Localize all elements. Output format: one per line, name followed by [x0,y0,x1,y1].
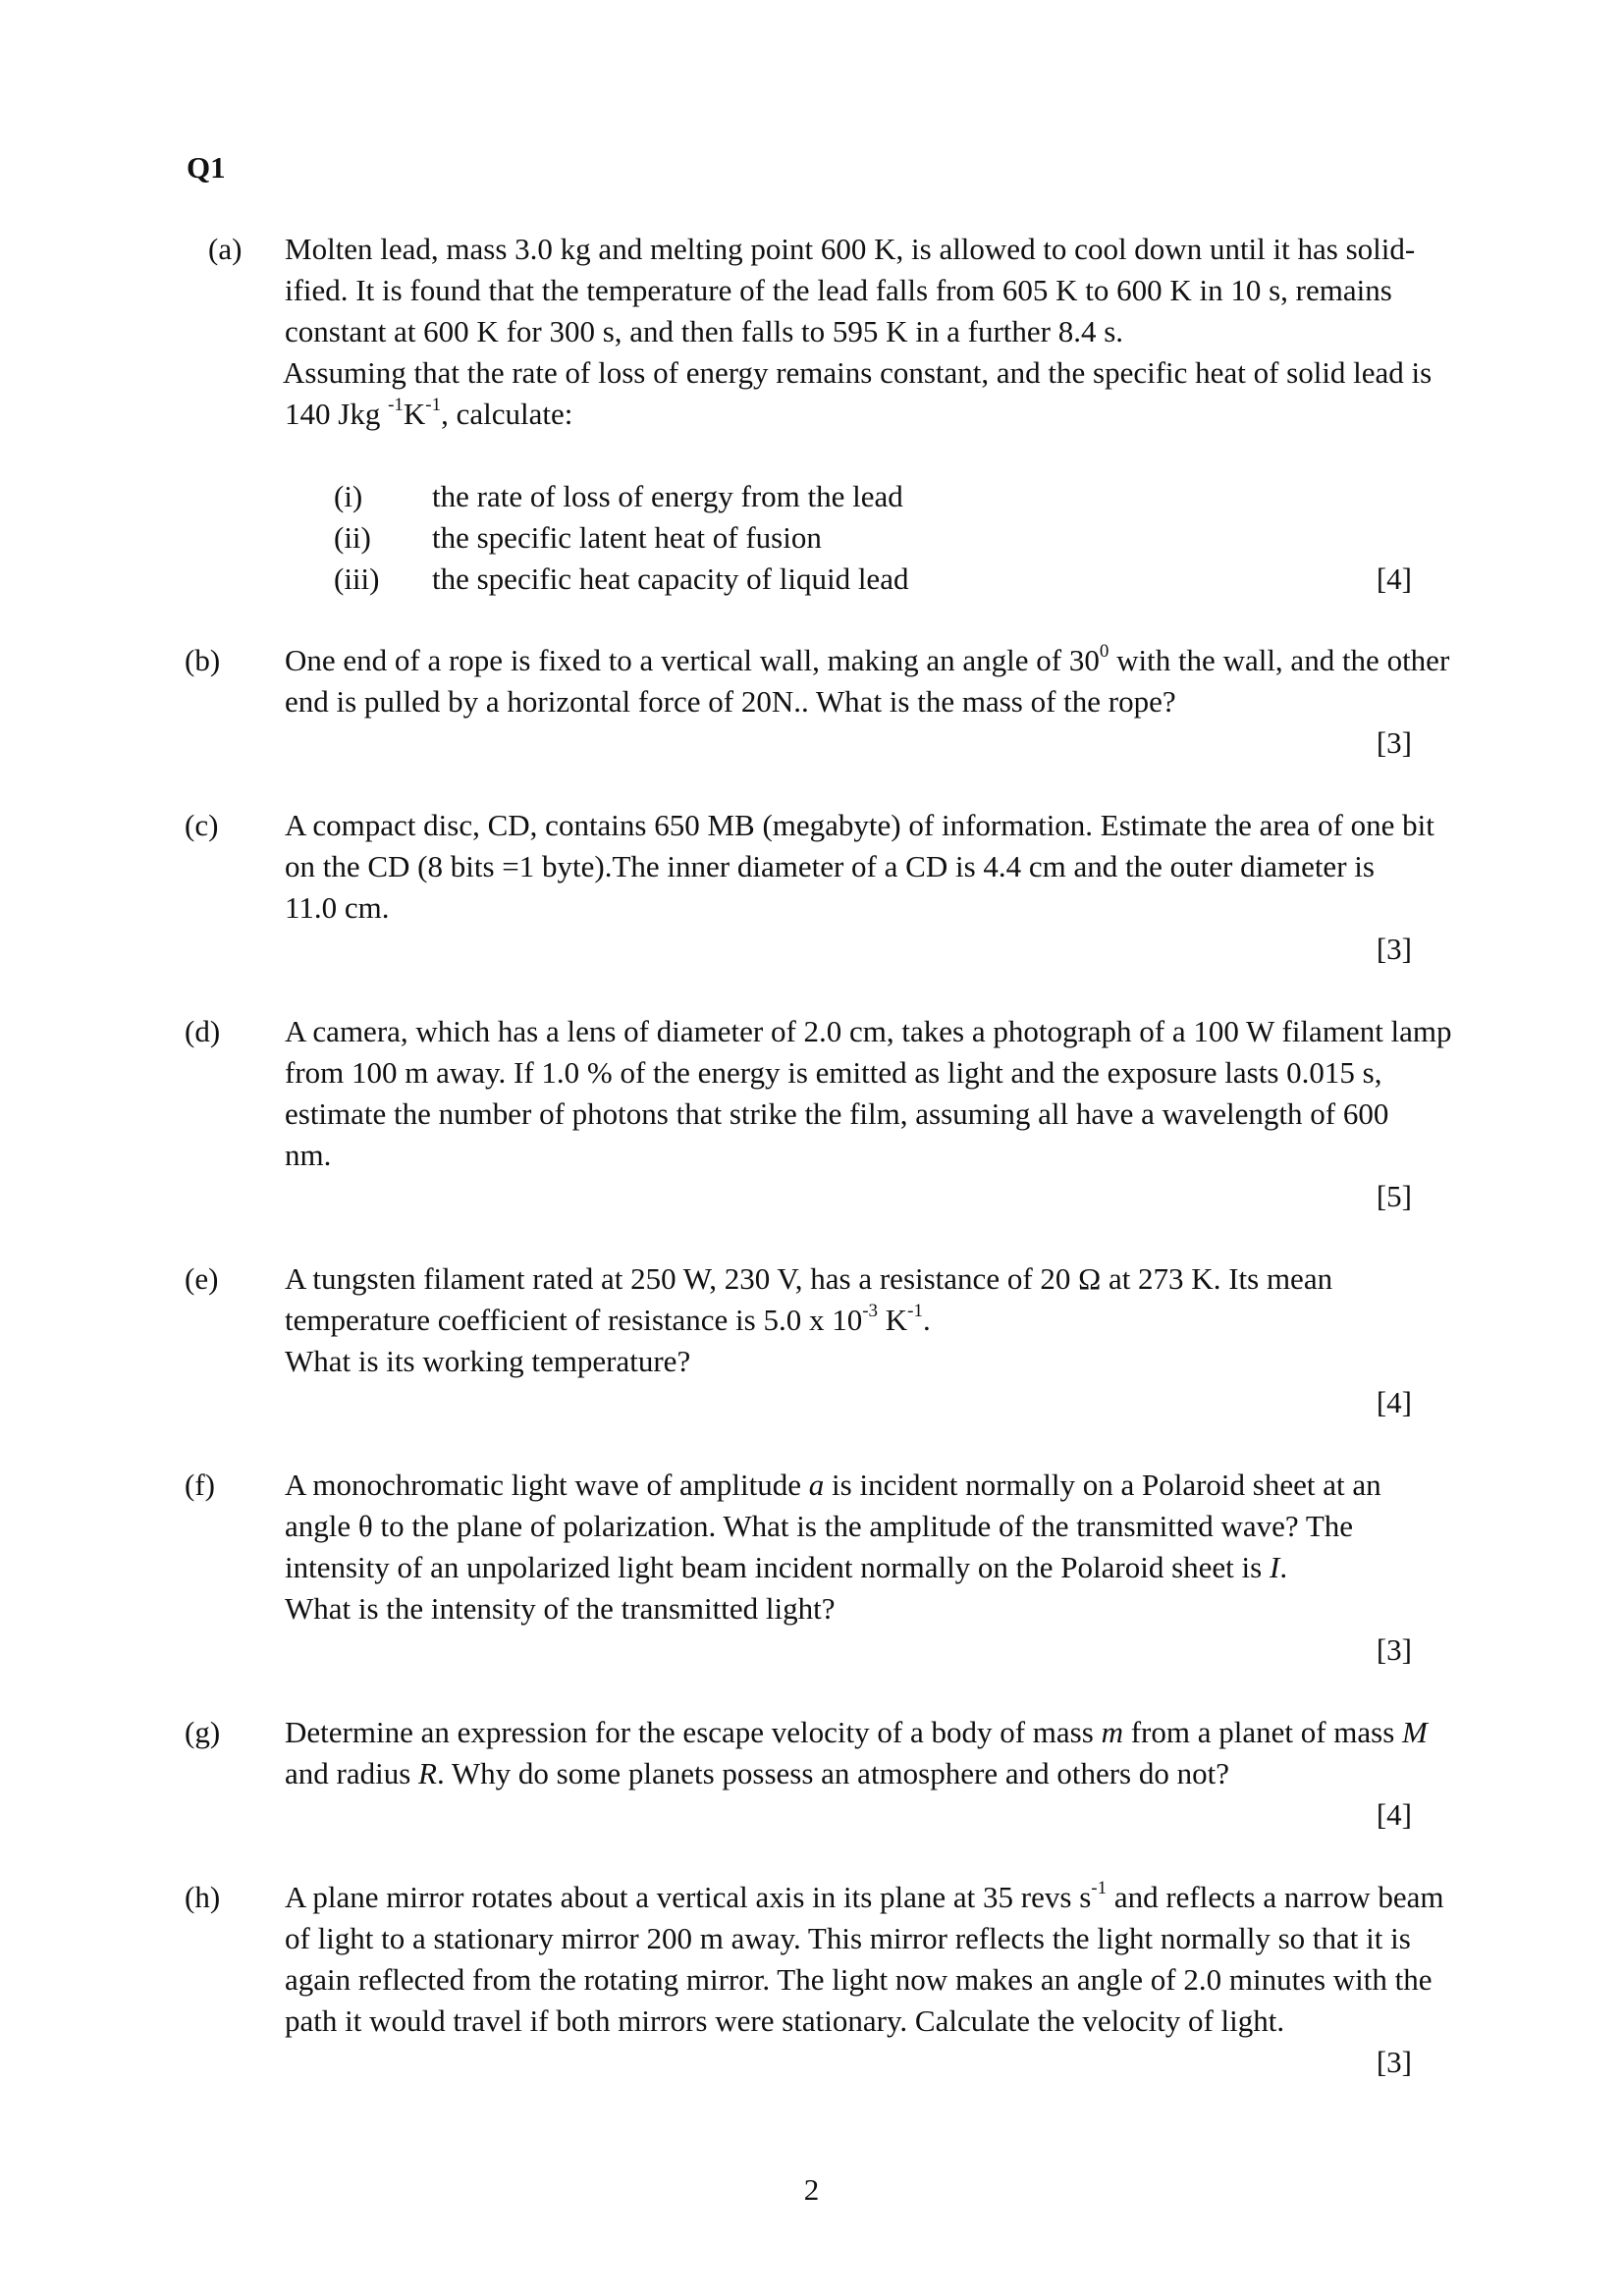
text-run: is incident normally on a Polaroid sheet at an [824,1468,1381,1502]
text-run: intensity of an unpolarized light beam incident normally on the Polaroid sheet is [285,1550,1270,1584]
part-label: (h) [185,1880,221,1914]
text-line [285,1753,1453,1794]
text-line: A compact disc, CD, contains 650 MB (megabyte) of information. Estimate the area of one bit [285,808,1434,842]
text-run: temperature coefficient of resistance is 5.0 x 10 [285,1303,863,1337]
text-line: path it would travel if both mirrors were stationary. Calculate the velocity of light. [285,2003,1285,2038]
subitem-number: (ii) [334,520,371,555]
text-run: K [878,1303,908,1337]
text-run: with the wall, and the other [1109,643,1450,677]
part-text [285,1258,1453,1382]
text-line [285,1300,1453,1341]
subitem-text: the specific heat capacity of liquid lead [432,561,909,596]
text-run: from a planet of mass [1122,1715,1403,1749]
superscript: -3 [862,1300,879,1321]
text-run: 140 Jkg [285,397,389,431]
text-line: from 100 m away. If 1.0 % of the energy is emitted as light and the exposure lasts 0.015 s, [285,1055,1382,1090]
text-run: . [923,1303,931,1337]
text-run: and radius [285,1756,419,1790]
text-line [285,640,1453,681]
part-text [285,640,1453,722]
text-line: of light to a stationary mirror 200 m away. This mirror reflects the light normally so that it is [285,1921,1411,1955]
text-line: constant at 600 K for 300 s, and then falls to 595 K in a further 8.4 s. [285,314,1124,348]
marks: [3] [1376,725,1412,760]
text-run: , calculate: [441,397,573,431]
text-run: K [403,397,426,431]
text-line: What is its working temperature? [285,1344,691,1378]
part-text [285,1465,1453,1629]
part-text [285,1877,1453,2042]
part-label: (e) [185,1261,219,1296]
text-line [285,1877,1453,1918]
marks: [4] [1376,1797,1412,1832]
superscript: -1 [1091,1877,1108,1898]
text-line [285,1465,1453,1506]
marks: [4] [1376,1385,1412,1419]
subitem-number: (i) [334,479,363,513]
subitem-text: the specific latent heat of fusion [432,520,822,555]
text-line: 11.0 cm. [285,890,390,925]
italic-symbol: M [1402,1715,1428,1749]
part-text [285,229,1453,600]
text-line [285,394,1453,435]
subitem-list [285,476,1453,600]
superscript: -1 [907,1300,923,1321]
text-run: A plane mirror rotates about a vertical axis in its plane at 35 revs s [285,1880,1092,1914]
part-text [285,1011,1453,1176]
part-text [285,1712,1453,1794]
part-label: (c) [185,808,219,842]
subitem [285,559,1453,600]
superscript: 0 [1099,640,1109,662]
text-line: What is the intensity of the transmitted light? [285,1591,836,1626]
text-line: nm. [285,1138,332,1172]
part-text [285,805,1453,929]
superscript: -1 [388,394,404,415]
part-label: (d) [185,1014,221,1048]
italic-symbol: I [1269,1550,1280,1584]
text-line: estimate the number of photons that strike the film, assuming all have a wavelength of 600 [285,1096,1389,1131]
page-number: 2 [803,2172,820,2207]
superscript: -1 [425,394,442,415]
subitem-text: the rate of loss of energy from the lead [432,479,903,513]
marks: [4] [1376,561,1412,596]
question-title: Q1 [187,150,226,185]
text-line: A camera, which has a lens of diameter of 2.0 cm, takes a photograph of a 100 W filament lamp [285,1014,1452,1048]
text-line: angle θ to the plane of polarization. What is the amplitude of the transmitted wave? The [285,1509,1354,1543]
italic-symbol: m [1101,1715,1123,1749]
text-run: A monochromatic light wave of amplitude [285,1468,809,1502]
text-line: ified. It is found that the temperature of the lead falls from 605 K to 600 K in 10 s, remains [285,273,1392,307]
text-line: A tungsten filament rated at 250 W, 230 V, has a resistance of 20 Ω at 273 K. Its mean [285,1261,1333,1296]
part-label: (b) [185,643,221,677]
subitem [285,476,1453,517]
text-line: Assuming that the rate of loss of energy remains constant, and the specific heat of solid lead is [283,355,1433,390]
text-run: . [1279,1550,1288,1584]
italic-symbol: a [808,1468,825,1502]
text-run: Determine an expression for the escape velocity of a body of mass [285,1715,1102,1749]
marks: [3] [1376,1632,1412,1667]
subitem-number: (iii) [334,561,380,596]
text-line [285,1712,1453,1753]
text-run: One end of a rope is fixed to a vertical wall, making an angle of 30 [285,643,1100,677]
part-label: (a) [208,232,243,266]
subitem [285,517,1453,559]
text-line: on the CD (8 bits =1 byte).The inner diameter of a CD is 4.4 cm and the outer diameter is [285,849,1375,883]
text-line: end is pulled by a horizontal force of 20N.. What is the mass of the rope? [285,684,1176,719]
marks: [5] [1376,1179,1412,1213]
marks: [3] [1376,2045,1412,2079]
part-label: (f) [185,1468,215,1502]
text-line: Molten lead, mass 3.0 kg and melting point 600 K, is allowed to cool down until it has solid- [285,232,1416,266]
marks: [3] [1376,932,1412,966]
text-line: again reflected from the rotating mirror. The light now makes an angle of 2.0 minutes with the [285,1962,1433,1997]
italic-symbol: R [418,1756,437,1790]
text-run: . Why do some planets possess an atmosphere and others do not? [436,1756,1229,1790]
text-line [285,1547,1453,1588]
part-label: (g) [185,1715,221,1749]
text-run: and reflects a narrow beam [1107,1880,1444,1914]
